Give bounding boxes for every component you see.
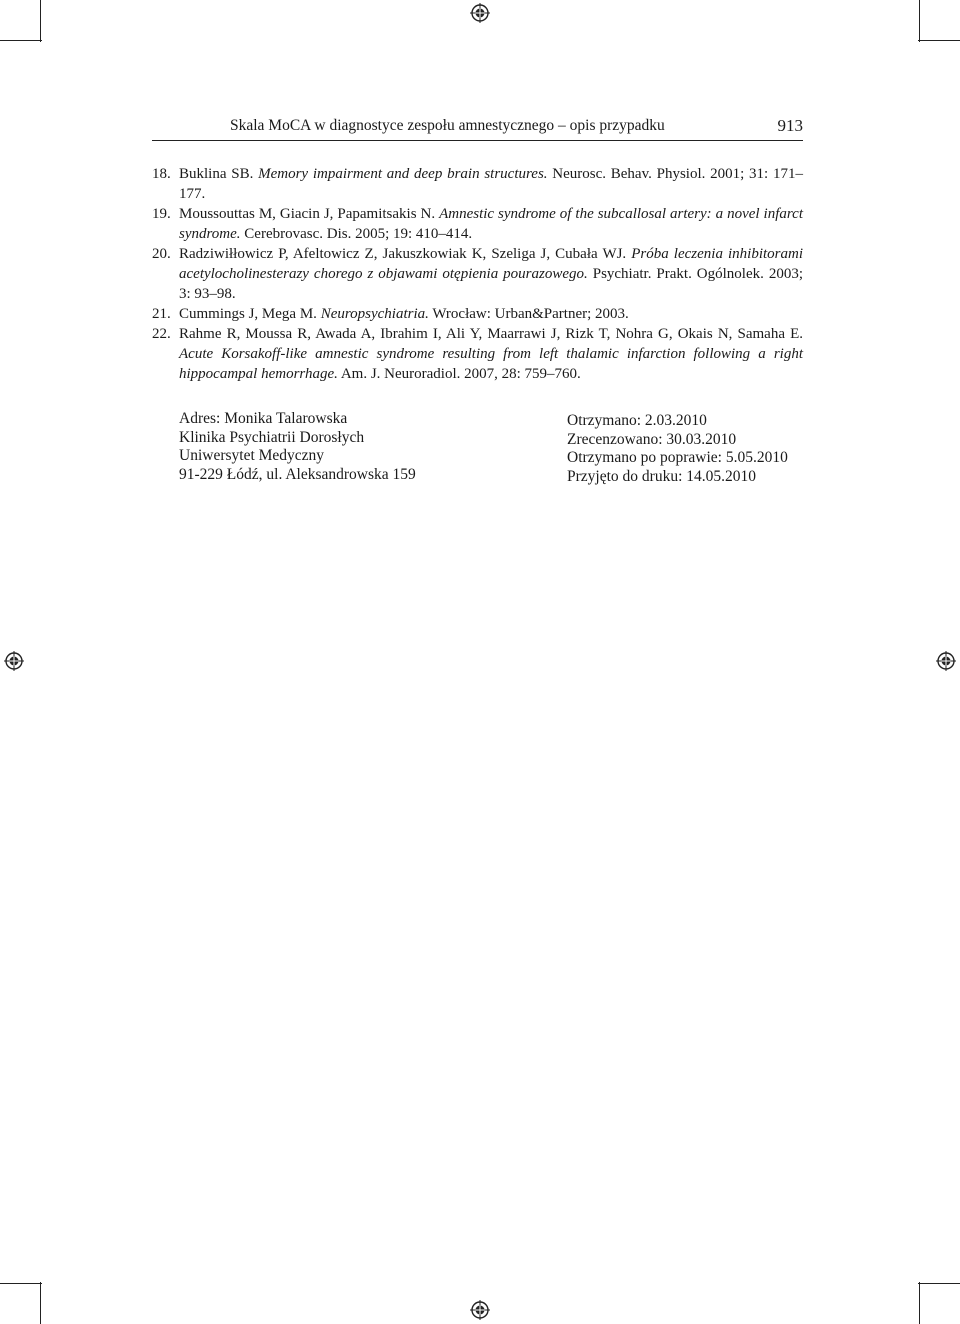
reference-number: 22. [152,326,171,342]
reference-authors: Buklina SB. [179,166,259,182]
reference-source: Cerebrovasc. Dis. 2005; 19: 410–414. [240,226,473,242]
crop-mark-top-left-h [0,40,42,41]
date-accepted: Przyjęto do druku: 14.05.2010 [567,467,756,485]
registration-mark-right-icon [936,651,956,671]
reference-title: Próba leczenia inhibitorami acetylocholinesterazy chorego z objawami otępienia pourazowego. [179,246,804,282]
reference-list [152,164,803,384]
reference-item [152,244,803,304]
correspondence-address [179,410,416,484]
crop-mark-top-left [40,0,41,42]
crop-mark-top-right-h [918,40,960,41]
reference-item [152,164,803,204]
reference-source: Am. J. Neuroradiol. 2007, 28: 759–760. [337,366,581,382]
crop-mark-bottom-right [919,1282,920,1324]
address-line: Klinika Psychiatrii Dorosłych [179,428,365,446]
registration-mark-left-icon [4,651,24,671]
reference-source: Wrocław: Urban&Partner; 2003. [428,306,629,322]
running-title: Skala MoCA w diagnostyce zespołu amnestycznego – opis przypadku [230,117,665,134]
reference-authors: Cummings J, Mega M. [179,306,321,322]
reference-item [152,304,803,324]
address-line: Adres: Monika Talarowska [179,410,348,427]
date-received: Otrzymano: 2.03.2010 [567,412,707,429]
reference-number: 20. [152,246,171,262]
reference-source: Psychiatr. Prakt. Ogólnolek. 2003; 3: 93–98. [179,266,804,302]
reference-authors: Moussouttas M, Giacin J, Papamitsakis N. [179,206,440,222]
address-line: Uniwersytet Medyczny [179,447,325,464]
reference-number: 21. [152,306,171,322]
reference-number: 18. [152,166,171,182]
crop-mark-bottom-left-h [0,1283,42,1284]
reference-title: Neuropsychiatria. [320,306,429,322]
reference-title: Acute Korsakoff-like amnestic syndrome resulting from left thalamic infarction following a right hippocampal hemorrhage. [179,346,803,382]
crop-mark-bottom-left [40,1282,41,1324]
reference-title: Memory impairment and deep brain structures. [258,166,548,182]
page-number: 913 [777,116,803,135]
registration-mark-top-icon [470,3,490,23]
reference-title: Amnestic syndrome of the subcallosal artery: a novel infarct syndrome. [179,206,803,242]
address-line: 91-229 Łódź, ul. Aleksandrowska 159 [179,465,416,483]
editorial-dates [567,412,788,486]
date-reviewed: Zrecenzowano: 30.03.2010 [567,430,737,448]
crop-mark-top-right [919,0,920,42]
date-revised: Otrzymano po poprawie: 5.05.2010 [567,449,788,466]
reference-item [152,204,803,244]
registration-mark-bottom-icon [470,1300,490,1320]
crop-mark-bottom-right-h [918,1283,960,1284]
reference-authors: Rahme R, Moussa R, Awada A, Ibrahim I, Ali Y, Maarrawi J, Rizk T, Nohra G, Okais N, Samaha E. [179,326,803,342]
running-header [152,115,803,141]
reference-source: Neurosc. Behav. Physiol. 2001; 31: 171–177. [179,166,803,202]
reference-authors: Radziwiłłowicz P, Afeltowicz Z, Jakuszkowiak K, Szeliga J, Cubała WJ. [179,246,632,262]
reference-number: 19. [152,206,171,222]
reference-item [152,324,803,384]
